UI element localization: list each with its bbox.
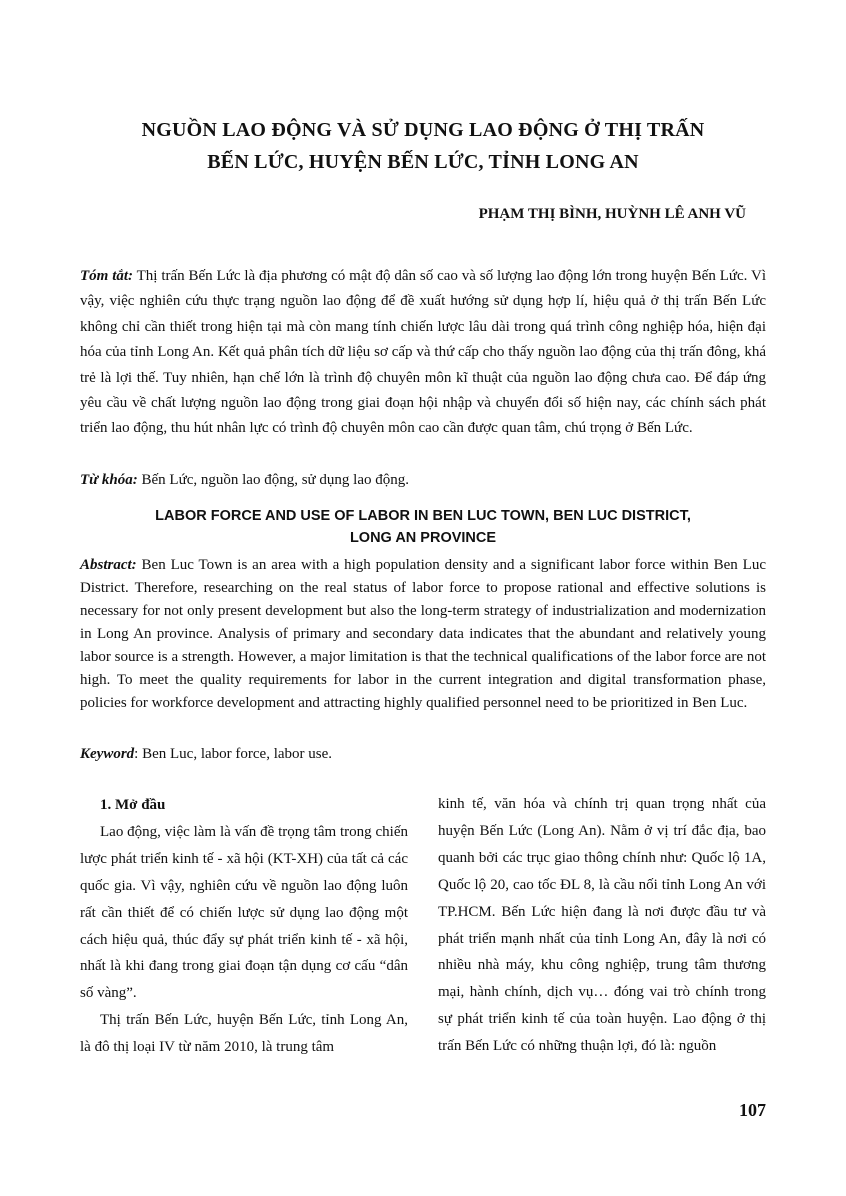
keywords-english-text: : Ben Luc, labor force, labor use.	[134, 746, 333, 762]
body-column-left	[80, 792, 408, 1061]
english-title-line-2: LONG AN PROVINCE	[349, 530, 497, 546]
abstract-vietnamese	[80, 264, 766, 442]
keywords-vietnamese-label: Từ khóa:	[80, 472, 138, 488]
body-column-right	[438, 791, 766, 1060]
keywords-english-label: Keyword	[80, 746, 135, 762]
keywords-vietnamese-text: Bến Lức, nguồn lao động, sử dụng lao động.	[137, 472, 409, 488]
abstract-english	[80, 554, 766, 715]
paper-title-line-1: NGUỒN LAO ĐỘNG VÀ SỬ DỤNG LAO ĐỘNG Ở THỊ TRẤN	[141, 119, 705, 141]
abstract-vietnamese-label: Tóm tắt:	[80, 268, 134, 284]
abstract-english-text: Ben Luc Town is an area with a high population density and a significant labor force within Ben Luc District. Therefore, researching on the real status of labor force to propose rational and effective solutions is necessary for not only present development but also the long-term strategy of industrialization and modernization in Long An province. Analysis of primary and secondary data indicates that the abundant and relatively young labor source is a strength. However, a major limitation is that the technical qualifications of the labor force are not high. To meet the quality requirements for labor in the current integration and digital transformation phase, policies for workforce development and attracting highly qualified personnel need to be prioritized in Ben Luc.	[80, 557, 766, 711]
english-title-line-1: LABOR FORCE AND USE OF LABOR IN BEN LUC TOWN, BEN LUC DISTRICT,	[155, 508, 691, 524]
author-names: PHẠM THỊ BÌNH, HUỲNH LÊ ANH VŨ	[478, 206, 746, 222]
body-paragraph-continued: kinh tế, văn hóa và chính trị quan trọng nhất của huyện Bến Lức (Long An). Nằm ở vị trí đắc địa, bao quanh bởi các trục giao thông chính như: Quốc lộ 1A, Quốc lộ 20, cao tốc ĐL 8, là cầu nối tỉnh Long An với TP.HCM. Bến Lức hiện đang là nơi được đầu tư và phát triển mạnh nhất của tỉnh Long An, đây là nơi có nhiều nhà máy, khu công nghiệp, trung tâm thương mại, hành chính, dịch vụ… đóng vai trò chính trong sự phát triển kinh tế của toàn huyện. Lao động ở thị trấn Bến Lức có những thuận lợi, đó là: nguồn	[438, 796, 766, 1055]
section-heading: 1. Mở đầu	[100, 797, 166, 813]
keywords-english	[80, 742, 766, 766]
keywords-vietnamese	[80, 468, 766, 493]
paper-title-line-2: BẾN LỨC, HUYỆN BẾN LỨC, TỈNH LONG AN	[207, 151, 639, 173]
abstract-vietnamese-text: Thị trấn Bến Lức là địa phương có mật độ dân số cao và số lượng lao động lớn trong huyện Bến Lức. Vì vậy, việc nghiên cứu thực trạng nguồn lao động để đề xuất hướng sử dụng hợp lí, hiệu quả ở thị trấn Bến Lức không chỉ cần thiết trong hiện tại mà còn mang tính chiến lược lâu dài trong quá trình công nghiệp hóa, hiện đại hóa của tỉnh Long An. Kết quả phân tích dữ liệu sơ cấp và thứ cấp cho thấy nguồn lao động của thị trấn đông, khá trẻ là lợi thế. Tuy nhiên, hạn chế lớn là trình độ chuyên môn kĩ thuật của nguồn lao động chưa cao. Để đáp ứng yêu cầu về chất lượng nguồn lao động trong giai đoạn hội nhập và chuyển đổi số hiện nay, các chính sách phát triển lao động, thu hút nhân lực có trình độ chuyên môn cao cần được quan tâm, chú trọng ở Bến Lức.	[80, 268, 766, 437]
body-paragraph: Lao động, việc làm là vấn đề trọng tâm trong chiến lược phát triển kinh tế - xã hội (KT-XH) của tất cả các quốc gia. Vì vậy, nghiên cứu về nguồn lao động luôn rất cần thiết để có chiến lược sử dụng lao động một cách hiệu quả, thúc đẩy sự phát triển kinh tế - xã hội, nhất là khi đang trong giai đoạn tận dụng cơ cấu “dân số vàng”.	[80, 823, 408, 1002]
paper-title	[60, 114, 786, 178]
body-paragraph: Thị trấn Bến Lức, huyện Bến Lức, tỉnh Long An, là đô thị loại IV từ năm 2010, là trung tâm	[80, 1012, 408, 1056]
page-number: 107	[739, 1100, 766, 1120]
english-title	[80, 505, 766, 549]
abstract-english-label: Abstract:	[80, 557, 137, 573]
